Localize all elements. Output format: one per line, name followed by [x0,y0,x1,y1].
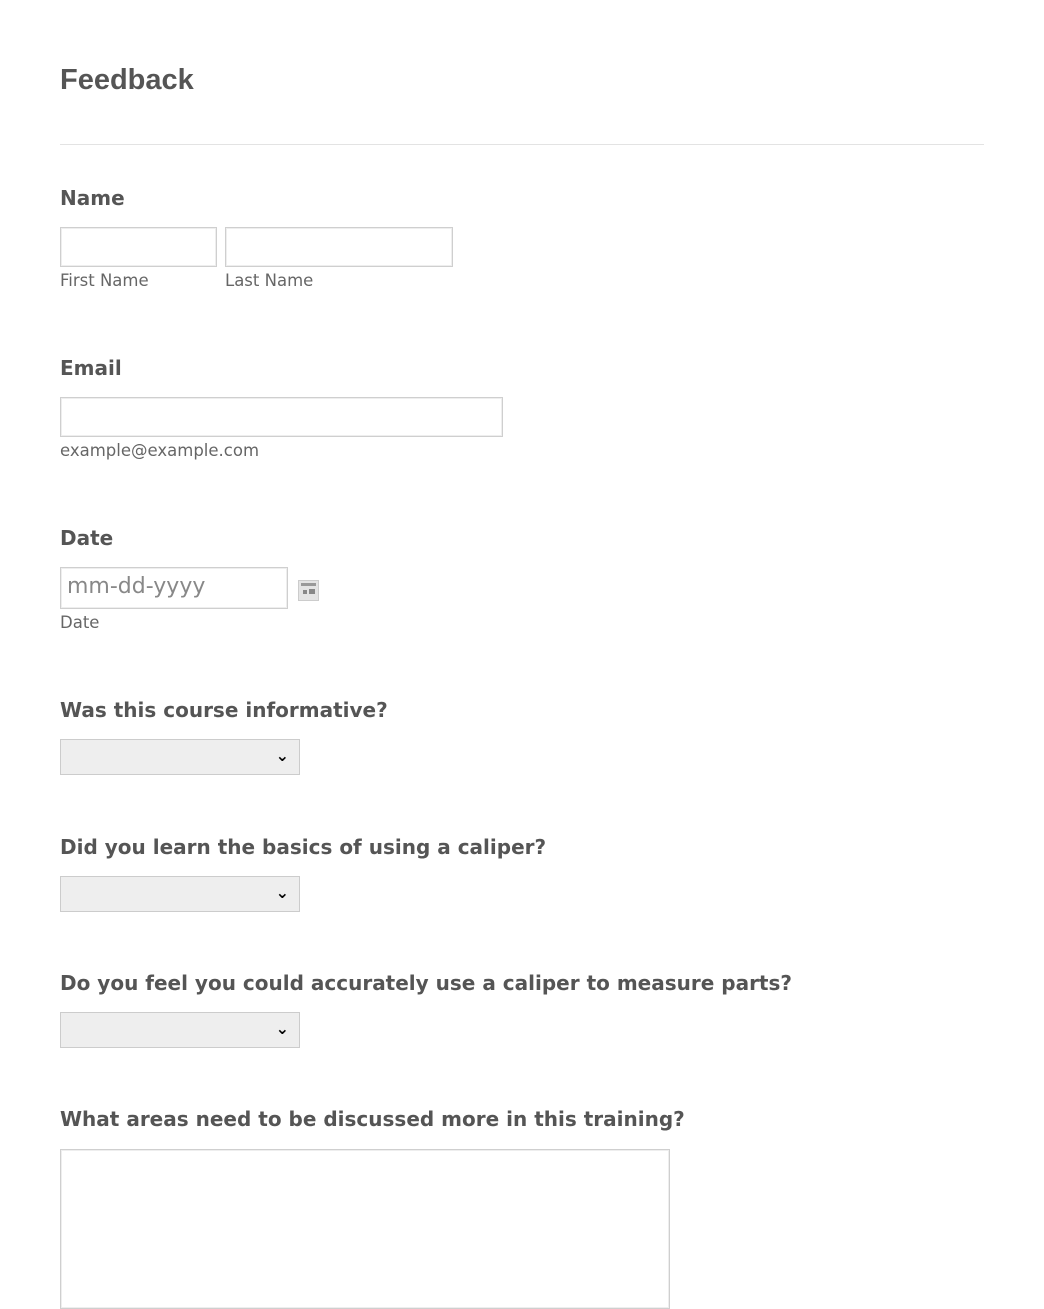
email-sublabel: example@example.com [60,441,260,460]
date-sublabel: Date [60,613,100,632]
last-name-sublabel: Last Name [225,271,314,290]
email-input[interactable] [60,397,503,437]
name-label: Name [60,186,125,210]
calendar-icon[interactable] [298,580,319,601]
email-label: Email [60,356,122,380]
date-placeholder: mm-dd-yyyy [67,574,206,599]
date-input[interactable] [60,567,288,609]
chevron-down-icon: ⌄ [275,746,289,765]
areas-label: What areas need to be discussed more in this training? [60,1107,685,1131]
form-title: Feedback [60,64,194,96]
question-label-1: Was this course informative? [60,698,388,722]
areas-textarea[interactable] [60,1149,670,1309]
date-label: Date [60,526,114,550]
informative-select[interactable] [60,739,300,775]
first-name-input[interactable] [60,227,217,267]
question-label-2: Did you learn the basics of using a caliper? [60,835,547,859]
caliper-basics-select[interactable] [60,876,300,912]
first-name-sublabel: First Name [60,271,149,290]
question-label-3: Do you feel you could accurately use a caliper to measure parts? [60,971,793,995]
divider [60,144,984,145]
chevron-down-icon: ⌄ [275,883,289,902]
caliper-measure-select[interactable] [60,1012,300,1048]
last-name-input[interactable] [225,227,453,267]
chevron-down-icon: ⌄ [275,1019,289,1038]
